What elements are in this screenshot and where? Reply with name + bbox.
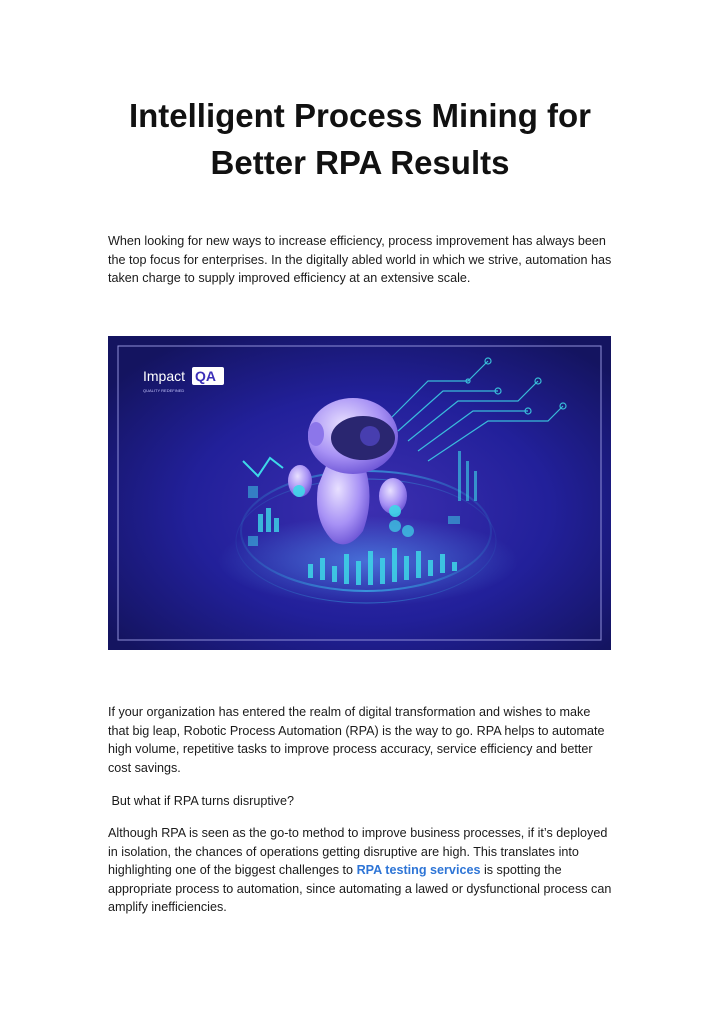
question-paragraph: But what if RPA turns disruptive? [108,794,294,808]
page-title [60,92,660,186]
logo-badge-text: QA [195,368,216,384]
rpa-robot-illustration [108,336,611,650]
intro-paragraph: When looking for new ways to increase efficiency, process improvement has always been the top focus for enterprises. In the digitally abled world in which we strive, automation has taken charge to supply improved efficiency at an extensive scale. [108,234,612,285]
rpa-testing-services-link[interactable]: RPA testing services [356,863,481,877]
logo-word: Impact [143,368,186,384]
hero-illustration [108,336,611,650]
title-line-1: Intelligent Process Mining for [128,97,592,134]
challenges-paragraph [108,824,614,917]
challenges-text-after: is spotting the appropriate process to automation, since automating a lawed or dysfunctional process can amplify inefficiencies. [108,863,612,914]
rpa-paragraph: If your organization has entered the realm of digital transformation and wishes to make that big leap, Robotic Process Automation (RPA) is the way to go. RPA helps to automate high volume, repetitive tasks to improve process accuracy, service efficiency and better cost savings. [108,705,605,775]
title-line-2: Better RPA Results [210,144,510,181]
challenges-text-before: Although RPA is seen as the go-to method to improve business processes, if it’s deployed in isolation, the chances of operations getting disruptive are high. This translates into highlighting one of the biggest challenges to [108,826,608,877]
logo-tagline: QUALITY REDEFINED [143,388,185,393]
